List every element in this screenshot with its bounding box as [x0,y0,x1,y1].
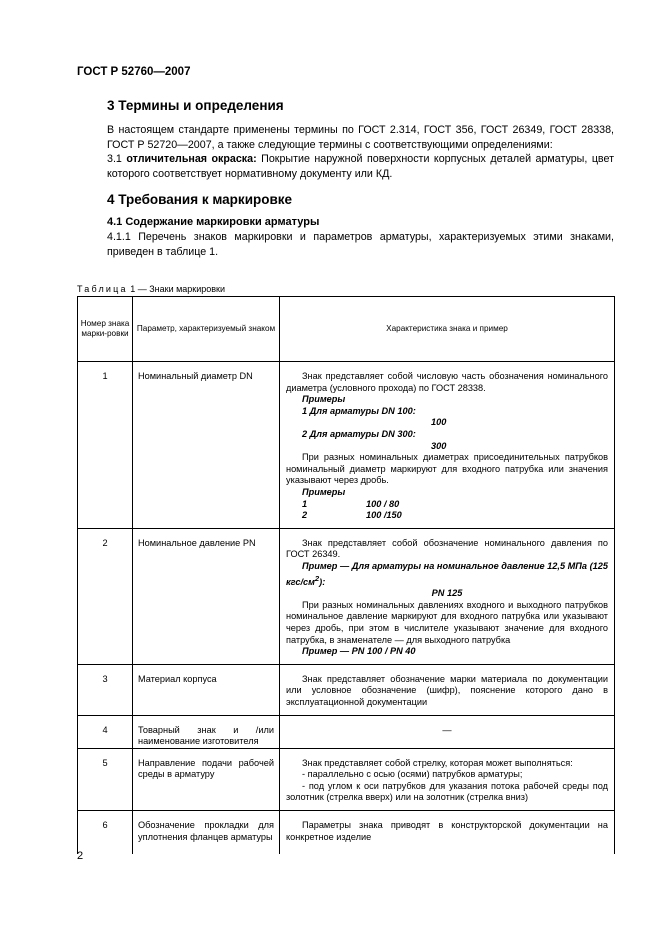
row-param: Обозначение прокладки для уплотнения фланцев арматуры [133,811,280,854]
document-header: ГОСТ Р 52760—2007 [77,66,191,78]
table-caption-prefix: Таблица [77,284,128,294]
row-param: Материал корпуса [133,664,280,715]
example-pair [286,499,608,511]
table-row [78,748,615,810]
table-row [78,811,615,854]
row-desc [280,811,615,854]
example-text [286,561,608,588]
table-caption [77,284,225,294]
section-4-1-1 [77,230,614,260]
term-3-1 [77,152,614,182]
table-row [78,528,615,664]
row-param: Номинальный диаметр DN [133,362,280,529]
term-definition: Покрытие наружной поверхности корпусных деталей арматуры, цвет которого соответствует нормативному документу или КД. [107,153,614,180]
example-2-value: 300 [431,440,447,451]
desc-text: Знак представляет собой обозначение номинального давления по ГОСТ 26349. [286,537,608,560]
list-item: - параллельно с осью (осями) патрубков арматуры; [302,769,523,780]
example-value: PN 125 [431,588,463,599]
term-name: отличительная окраска: [126,153,257,165]
desc-text-2: При разных номинальных давлениях входного и выходного патрубков номинальное давление маркируют для входного патрубка или указывают через дробь, при этом в числителе указывают значение для входного патрубка, в знаменателе — для выходного патрубка [286,599,608,645]
page-number: 2 [77,850,84,862]
table-row [78,362,615,529]
row-num: 6 [78,811,133,854]
section-3-intro [77,123,614,153]
row-desc [280,664,615,715]
desc-text: Знак представляет собой стрелку, которая может выполняться: [302,757,573,768]
example-label: Примеры [302,394,346,405]
row-num: 2 [78,528,133,664]
example-2: 2 Для арматуры DN 300: [302,428,416,439]
example-part: ): [319,576,326,587]
row-desc [280,528,615,664]
table-caption-rest: 1 — Знаки маркировки [130,284,226,294]
header-desc: Характеристика знака и пример [280,297,615,362]
section-3-title: 3 Термины и определения [107,98,284,113]
example-pair [286,510,608,522]
desc-text: Знак представляет собой числовую часть обозначения номинального диаметра (условного прохода) по ГОСТ 28338. [286,371,608,393]
example-part: Пример — Для арматуры на номинальное давление 12,5 МПа (125 кгс/см [286,560,608,587]
section-4-1-1-text: 4.1.1 Перечень знаков маркировки и параметров арматуры, характеризуемых этими знаками, приведен в таблице 1. [107,231,614,258]
row-desc [280,362,615,529]
desc-dash: — [442,724,452,735]
example-last: Пример — PN 100 / PN 40 [302,646,416,657]
table-row [78,664,615,715]
desc-text: Знак представляет обозначение марки материала по документации или условное обозначение (шифр), пояснение которого дано в эксплуатационной документации [286,673,608,707]
header-param: Параметр, характеризуемый знаком [133,297,280,362]
row-num: 1 [78,362,133,529]
example-1: 1 Для арматуры DN 100: [302,405,416,416]
desc-text: Параметры знака приводят в конструкторской документации на конкретное изделие [286,820,608,842]
markings-table [77,296,615,854]
example-label-2: Примеры [302,486,346,497]
header-num: Номер знака марки-ровки [78,297,133,362]
row-param: Номинальное давление PN [133,528,280,664]
pair-key: 1 [302,498,308,509]
row-num: 4 [78,715,133,748]
row-desc [280,748,615,810]
example-1-value: 100 [431,417,447,428]
row-desc [280,715,615,748]
row-num: 3 [78,664,133,715]
row-param: Направление подачи рабочей среды в арматуру [133,748,280,810]
superscript: 2 [314,573,320,583]
pair-key: 2 [302,510,308,521]
table-row [78,715,615,748]
row-num: 5 [78,748,133,810]
section-4-title: 4 Требования к маркировке [107,192,293,207]
section-4-1-title: 4.1 Содержание маркировки арматуры [107,216,320,228]
desc-text-2: При разных номинальных диаметрах присоединительных патрубков номинальный диаметр маркируют для входного патрубка или значения указывают через дробь. [286,452,608,486]
list-item: - под углом к оси патрубков для указания потока рабочей среды под золотник (стрелка вверх) или на золотник (стрелка вниз) [286,780,608,803]
pair-value: 100 / 80 [366,498,400,509]
pair-value: 100 /150 [366,510,402,521]
row-param: Товарный знак и /или наименование изготовителя [133,715,280,748]
intro-text: В настоящем стандарте применены термины по ГОСТ 2.314, ГОСТ 356, ГОСТ 26349, ГОСТ 28338, ГОСТ Р 52720—2007, а также следующие термины с соответствующими определениями: [107,124,614,151]
table-header-row [78,297,615,362]
term-number: 3.1 [107,153,122,165]
